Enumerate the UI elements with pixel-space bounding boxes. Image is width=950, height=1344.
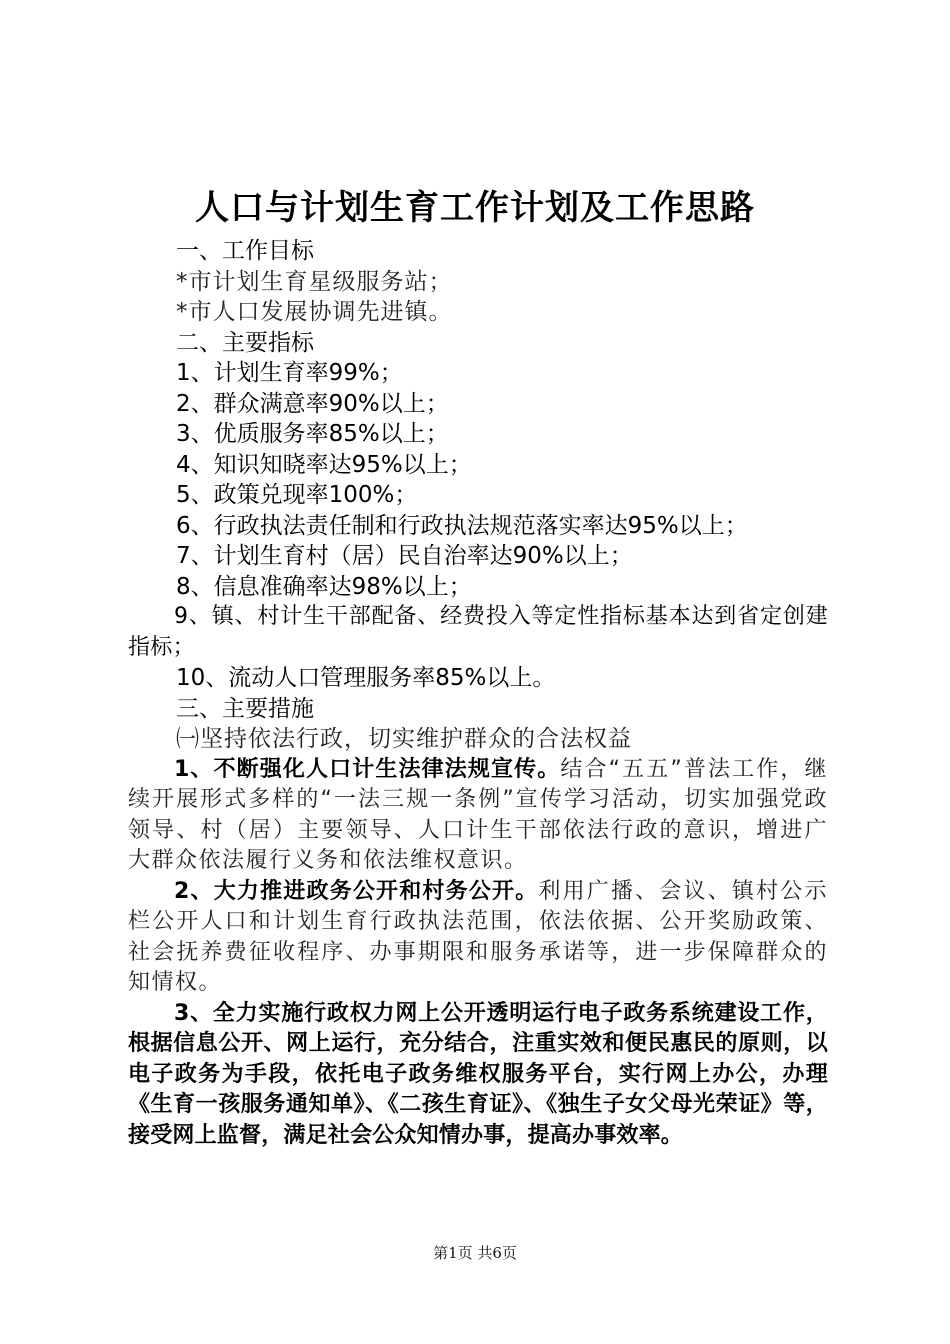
indicator-item: 3、优质服务率85%以上； [176,421,449,447]
document-body [128,236,828,1151]
subsection-heading: ㈠坚持依法行政，切实维护群众的合法权益 [176,726,632,752]
indicator-item: 5、政策兑现率100%； [176,482,418,508]
measure-paragraph-1 [128,755,828,877]
goal-item: *市计划生育星级服务站； [176,268,453,295]
paragraph-lead: 1、不断强化人口计生法律法规宣传。 [174,756,561,782]
section-heading-goals: 一、工作目标 [176,238,314,264]
page-footer: 第1页 共6页 [433,1244,517,1262]
section-heading-indicators: 二、主要指标 [176,329,314,356]
paragraph-lead: 2、大力推进政务公开和村务公开。 [174,878,539,904]
indicator-item: 7、计划生育村（居）民自治率达90%以上； [176,543,633,569]
indicator-item: 4、知识知晓率达95%以上； [176,451,472,478]
paragraph-body: 利用广播、会议、镇村公示栏公开人口和计划生育行政执法范围，依法依据、公开奖励政策、社会抚养费征收程序、办事期限和服务承诺等，进一步保障群众的知情权。 [128,878,828,995]
paragraph-body: 结合“五五”普法工作，继续开展形式多样的“一法三规一条例”宣传学习活动，切实加强党政领导、村（居）主要领导、人口计生干部依法行政的意识，增进广大群众依法履行义务和依法维权意识。 [128,756,829,873]
indicator-item: 10、流动人口管理服务率85%以上。 [176,665,556,691]
indicator-item: 2、群众满意率90%以上； [176,390,449,417]
measure-paragraph-2 [128,877,828,999]
indicator-item: 9、镇、村计生干部配备、经费投入等定性指标基本达到省定创建指标； [128,604,828,660]
indicator-item: 1、计划生育率99%； [176,360,403,386]
goal-item: *市人口发展协调先进镇。 [176,299,453,325]
indicator-item: 8、信息准确率达98%以上； [176,573,472,600]
measure-paragraph-3: 3、全力实施行政权力网上公开透明运行电子政务系统建设工作，根据信息公开、网上运行，充分结合，注重实效和便民惠民的原则，以电子政务为手段，依托电子政务维权服务平台，实行网上办公，办理《生育一孩服务通知单》、《二孩生育证》、《独生子女父母光荣证》等，接受网上监督，满足社会公众知情办事，提高办事效率。 [128,1000,828,1148]
document-title: 人口与计划生育工作计划及工作思路 [195,188,755,228]
section-heading-measures: 三、主要措施 [176,695,314,722]
indicator-item: 6、行政执法责任制和行政执法规范落实率达95%以上； [176,512,748,539]
